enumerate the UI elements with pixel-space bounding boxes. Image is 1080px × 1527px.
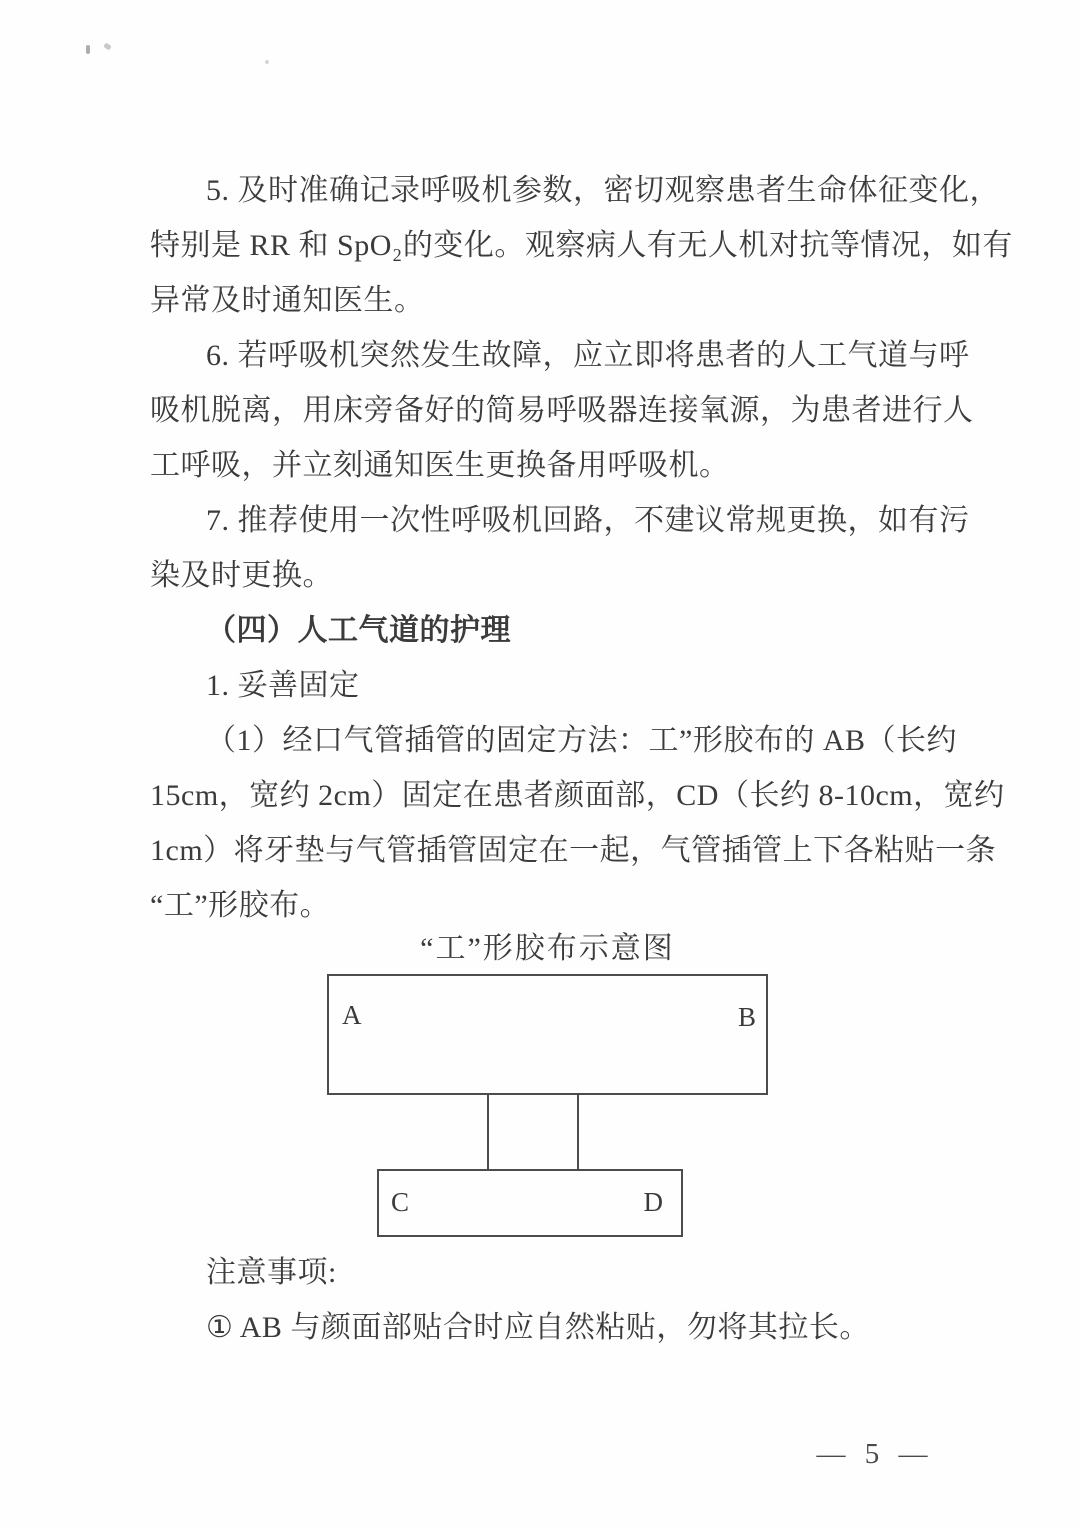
paragraph-6-line-3: 工呼吸，并立刻通知医生更换备用呼吸机。 [150,449,730,482]
diagram-label-b: B [737,1002,756,1032]
notes-heading: 注意事项: [206,1256,337,1289]
paragraph-fix-line-1: （1）经口气管插管的固定方法：工”形胶布的 AB（长约 [206,724,957,757]
subsection-1-heading: 1. 妥善固定 [206,669,360,702]
diagram-label-c: C [391,1187,410,1217]
paragraph-5-line-2: 特别是 RR 和 SpO₂的变化。观察病人有无人机对抗等情况，如有 [150,229,1013,262]
diagram-label-d: D [643,1187,663,1217]
scan-artifact [103,42,112,50]
section-heading-4: （四）人工气道的护理 [206,614,511,647]
paragraph-fix-line-3: 1cm）将牙垫与气管插管固定在一起，气管插管上下各粘贴一条 [150,834,997,867]
paragraph-fix-line-2: 15cm，宽约 2cm）固定在患者颜面部，CD（长约 8-10cm，宽约 [150,779,1005,812]
scan-artifact [265,60,269,64]
paragraph-fix-line-4: “工”形胶布。 [150,889,331,922]
notes-item-1: ① AB 与颜面部贴合时应自然粘贴，勿将其拉长。 [206,1311,870,1344]
paragraph-7-line-1: 7. 推荐使用一次性呼吸机回路，不建议常规更换，如有污 [206,504,970,537]
scan-artifact [86,45,90,54]
notes-block [150,1245,964,1355]
paragraph-7-line-2: 染及时更换。 [150,559,333,592]
page-number: — 5 — [816,1438,934,1470]
tape-ab-rectangle [327,974,768,1095]
diagram-label-a: A [342,1000,362,1030]
body-text [150,163,1013,933]
paragraph-5-line-1: 5. 及时准确记录呼吸机参数，密切观察患者生命体征变化， [206,174,1000,207]
paragraph-6-line-2: 吸机脱离，用床旁备好的简易呼吸器连接氧源，为患者进行人 [150,394,974,427]
tape-neck-left-line [487,1095,489,1169]
paragraph-6-line-1: 6. 若呼吸机突然发生故障，应立即将患者的人工气道与呼 [206,339,970,372]
tape-neck-right-line [577,1095,579,1169]
paragraph-5-line-3: 异常及时通知医生。 [150,284,425,317]
tape-cd-rectangle [377,1169,683,1237]
diagram-title: “工”形胶布示意图 [420,932,675,965]
